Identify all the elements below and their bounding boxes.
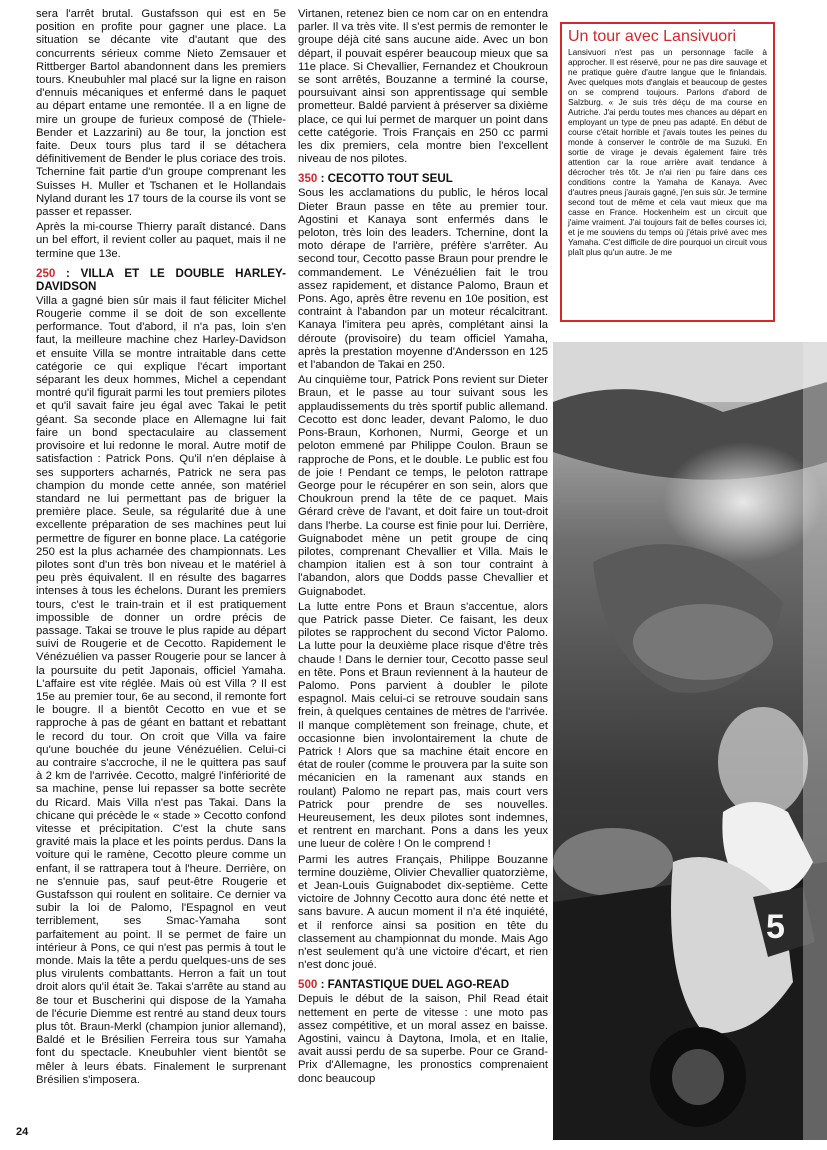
section-number: 500 — [298, 978, 318, 992]
section-heading-250 — [36, 267, 286, 293]
section-number: 350 — [298, 172, 318, 186]
paragraph: Parmi les autres Français, Philippe Bouzanne termine douzième, Olivier Chevallier quatorzième, et Jean-Louis Guignabodet dix-septième. Cette victoire de Johnny Cecotto aura donc été nette et sans bavure. A aucun moment il n'a été inquiété, et il renforce ainsi sa position en tête du classement au championnat du monde. Mais Ago n'est seulement qu'à une victoire d'écart, et rien n'est donc joué. — [298, 853, 548, 972]
section-title: : VILLA ET LE DOUBLE HARLEY-DAVIDSON — [36, 266, 286, 293]
sidebar-title: Un tour avec Lansivuori — [568, 28, 737, 45]
section-heading-350 — [298, 172, 548, 185]
paragraph: Villa a gagné bien sûr mais il faut féliciter Michel Rougerie comme il se doit de son excellente performance. Tout d'abord, il n'a pas, loin s'en faut, la meilleure machine chez Harley-Davidson et ensuite Villa se montre intraitable dans cette catégorie ce qui explique l'écart important séparant les deux hommes, Michel a cependant montré qu'il figurait parmi les tout premiers pilotes et qu'il savait faire jeu égal avec Takai le petit géant. Sa seconde place en Allemagne lui fait faire un bond spectaculaire au classement provisoire et lui redonne le moral. Autre motif de satisfaction : Patrick Pons. Qu'il n'en déplaise à ses supporters acharnés, Patrick ne sera pas champion du monde cette année, son matériel standard ne lui permettant pas de briguer la première place. Seule, sa régularité due à une excellente préparation de ses machines peut lui permettre de figurer en bonne place. La catégorie 250 est la plus acharnée des championnats. Les pilotes sont d'un très bon niveau et le matériel à peu près équivalent. Il en résulte des bagarres intenses à tous les échelons. Durant les premiers tours, c'est le train-train et il est pratiquement impossible de donner un ordre précis de passage. Takai se trouve le plus rapide au départ suivi de Rougerie et de Cecotto. Rapidement le Vénézuélien va passer Rougerie pour se lancer à la poursuite du petit Japonais, officiel Yamaha. L'affaire est vite réglée. Mais où est Villa ? Il est 15e au premier tour, 6e au second, il remonte fort le bougre. Il a bientôt Cecotto en vue et se rapproche à pas de géant en battant et rebattant le record du tour. On croit que Villa va faire qu'une bouchée du jeune Vénézuélien. Celui-ci au contraire s'accroche, il ne le quittera pas sauf à 2 km de l'arrivée. Cecotto, malgré l'infériorité de sa machine, pense lui repasser sa botte secrète du Ricard. Mais Villa n'est pas Takai. Dans la chicane qui précède le « stade » Cecotto confond vitesse et précipitation. C'est la chute sans gravité mais la place et les points perdus. Dans la voiture qui le ramène, Cecotto pleure comme un enfant, il se rattrapera tout à l'heure. Derrière, on ne s'ennuie pas, sauf peut-être Rougerie et Gustafsson qui roulent en solitaire. Ce dernier va subir la loi de Palomo, l'Espagnol en veut terriblement, ses Smac-Yamaha sont parfaitement au point. Il se permet de faire un intérieur à Pons, ce qui n'est pas permis à tout le monde. Mais la tête a perdu quelques-uns de ses plus virulents combattants. Herron a fait un tout droit alors qu'il était 3e. Takai s'arrête au stand au 8e tour et Buscherini qui dispose de la Yamaha de l'écurie Diemme est rentré au stand deux tours plus tôt. Braun-Merkl (champion junior allemand), Baldé et le Brésilien Ferreira tous sur Yamaha font du spectacle. Kneubuhler vient bientôt se mêler à leurs ébats. Finalement le surprenant Brésilien s'imposera. — [36, 294, 286, 1086]
paragraph: Virtanen, retenez bien ce nom car on en entendra parler. Il va très vite. Il s'est permis de remonter le groupe déjà cité sans aucune aide. Avec un bon départ, il pouvait espérer beaucoup mieux que sa 11e place. Si Chevallier, Fernandez et Choukroun se sont arrêtés, Bouzanne a terminé la course, poursuivant ainsi son apprentissage qui semble prometteur. Baldé parvient à préserver sa dixième place, ce qui lui permet de marquer un point dans cette catégorie. Trois Français en 250 cc parmi les dix premiers, cela montre bien l'excellent niveau de nos pilotes. — [298, 8, 548, 166]
section-heading-500 — [298, 978, 548, 991]
paragraph: La lutte entre Pons et Braun s'accentue, alors que Patrick passe Dieter. Ce faisant, les deux pilotes se rapprochent du second Victor Palomo. La lutte pour la deuxième place risque d'être très chaude ! Dans le dernier tour, Cecotto passe seul en tête. Pons et Braun reviennent à la hauteur de Palomo. Pons parvient à doubler le pilote espagnol. Mais celui-ci se retrouve soudain sans frein, à quelques centaines de mètres de l'arrivée. Il manque complètement son freinage, chute, et occasionne bien involontairement la chute de Patrick ! Alors que sa machine était encore en état de rouler (comme le prouvera par la suite son mécanicien en la ramenant aux stands en roulant) Palomo ne repart pas, mais court vers Patrick pour prendre de ses nouvelles. Heureusement, les deux pilotes sont indemnes, et rentrent en marchant. Pons a dans les yeux une lueur de colère ! On le comprend ! — [298, 600, 548, 851]
section-number: 250 — [36, 266, 56, 280]
paragraph: sera l'arrêt brutal. Gustafsson qui est en 5e position en profite pour gagner une place. La situation se décante vite d'autant que des concurrents sérieux comme Nieto Zemsauer et Rittberger Bartol abandonnent dans les premiers tours. Kneubuhler mal placé sur la ligne en raison d'ennuis mécaniques et enfermé dans le paquet au départ entame une remontée. Il a en ligne de mire un groupe de furieux composé de (Thiele-Bender et Lazzarini) au 8e tour, la jonction est faite. Deux tours plus tard il se détachera définitivement de Bender le plus coriace des trois. Tchernine fait partie d'un groupe comprenant les Suisses H. Muller et Tschanen et le Hollandais Nyland durant les 17 tours de la course ils vont se passer et repasser. — [36, 8, 286, 219]
text-column-middle — [298, 8, 548, 1088]
motorcycle-photo — [553, 342, 827, 1140]
sidebar-text: Lansivuori n'est pas un personnage facile à approcher. Il est réservé, pour ne pas dire sauvage et ne pratique guère d'autre langue que le finlandais. Avec quelques mots d'anglais et beaucoup de gestes on se comprend toujours. Parlons d'abord de Salzburg. « Je suis très déçu de ma course en Autriche. J'ai perdu toutes mes chances au départ en employant un type de pneu pas adapté. En début de course c'était horrible et j'avais toutes les peines du monde à conserver le contrôle de ma Suzuki. En sortie de virage je devais également faire très attention car la roue arrière avait tendance à décrocher très tôt. Je n'ai rien pu faire dans ces conditions contre la Yamaha de Kanaya. Avec d'autres pneus j'aurais gagné, j'en suis sûr. Je termine second tout de même et cela vaut mieux que ma casse en France. Hockenheim est un circuit que j'aime vraiment. J'ai toujours fait de belles courses ici, et je me souviens du temps où j'étais privé avec mes Yamaha. C'est difficile de dire pourquoi un circuit vous plaît plus qu'un autre. Je me — [568, 47, 767, 257]
page-number: 24 — [16, 1126, 29, 1138]
section-title: : FANTASTIQUE DUEL AGO-READ — [317, 978, 510, 992]
paragraph: Sous les acclamations du public, le héros local Dieter Braun passe en tête au premier tour. Agostini et Kanaya sont enfermés dans le peloton, très loin des leaders. Tchernine, dont la moto dérape de l'arrière, préfère s'arrêter. Au second tour, Cecotto passe Braun pour prendre le commandement. Le Vénézuélien fait le trou assez rapidement, et distance Palomo, Braun et Pons. Ago, après être revenu en 10e position, est contraint à l'abandon par un moteur récalcitrant. Kanaya l'imitera peu après, complétant ainsi la déroute (provisoire) du team officiel Yamaha, après la prestation moyenne d'Andersson en 125 et l'abandon de Takai en 250. — [298, 187, 548, 372]
paragraph: Après la mi-course Thierry paraît distancé. Dans un bel effort, il revient coller au paquet, mais il ne termine que 13e. — [36, 221, 286, 260]
section-title: : CECOTTO TOUT SEUL — [317, 172, 453, 186]
paragraph: Au cinquième tour, Patrick Pons revient sur Dieter Braun, et le passe au tour suivant sous les applaudissements du très sportif public allemand. Cecotto est donc leader, devant Palomo, le duo Pons-Braun, Korhonen, Nurmi, George et un peloton emmené par Philippe Coulon. Braun se rapproche de Pons, et le double. Le public est fou de joie ! Pendant ce temps, le peloton rattrape George pour le récupérer en son sein, alors que Choukroun prend la tête de ce paquet. Mais Gérard crève de l'avant, et doit faire un tout-droit dans l'herbe. La course est finie pour lui. Derrière, Guignabodet mène un petit groupe de cinq pilotes, comprenant Chevallier et Villa. Mais le champion italien est à son tour contraint à l'abandon, alors que Dodds passe Chevallier et Guignabodet. — [298, 374, 548, 598]
paragraph: Depuis le début de la saison, Phil Read était nettement en perte de vitesse : une moto pas assez compétitive, et un moral assez en baisse. Agostini, vaincu à Daytona, Imola, et en Italie, avait aussi perdu de sa superbe. Pour ce Grand-Prix d'Allemagne, les pronostics comprenaient donc beaucoup — [298, 993, 548, 1085]
text-column-left — [36, 8, 286, 1089]
sidebar-box — [560, 22, 822, 340]
sidebar-frame — [560, 22, 775, 322]
photo-image — [553, 342, 827, 1140]
rider-number: 5 — [766, 908, 785, 946]
